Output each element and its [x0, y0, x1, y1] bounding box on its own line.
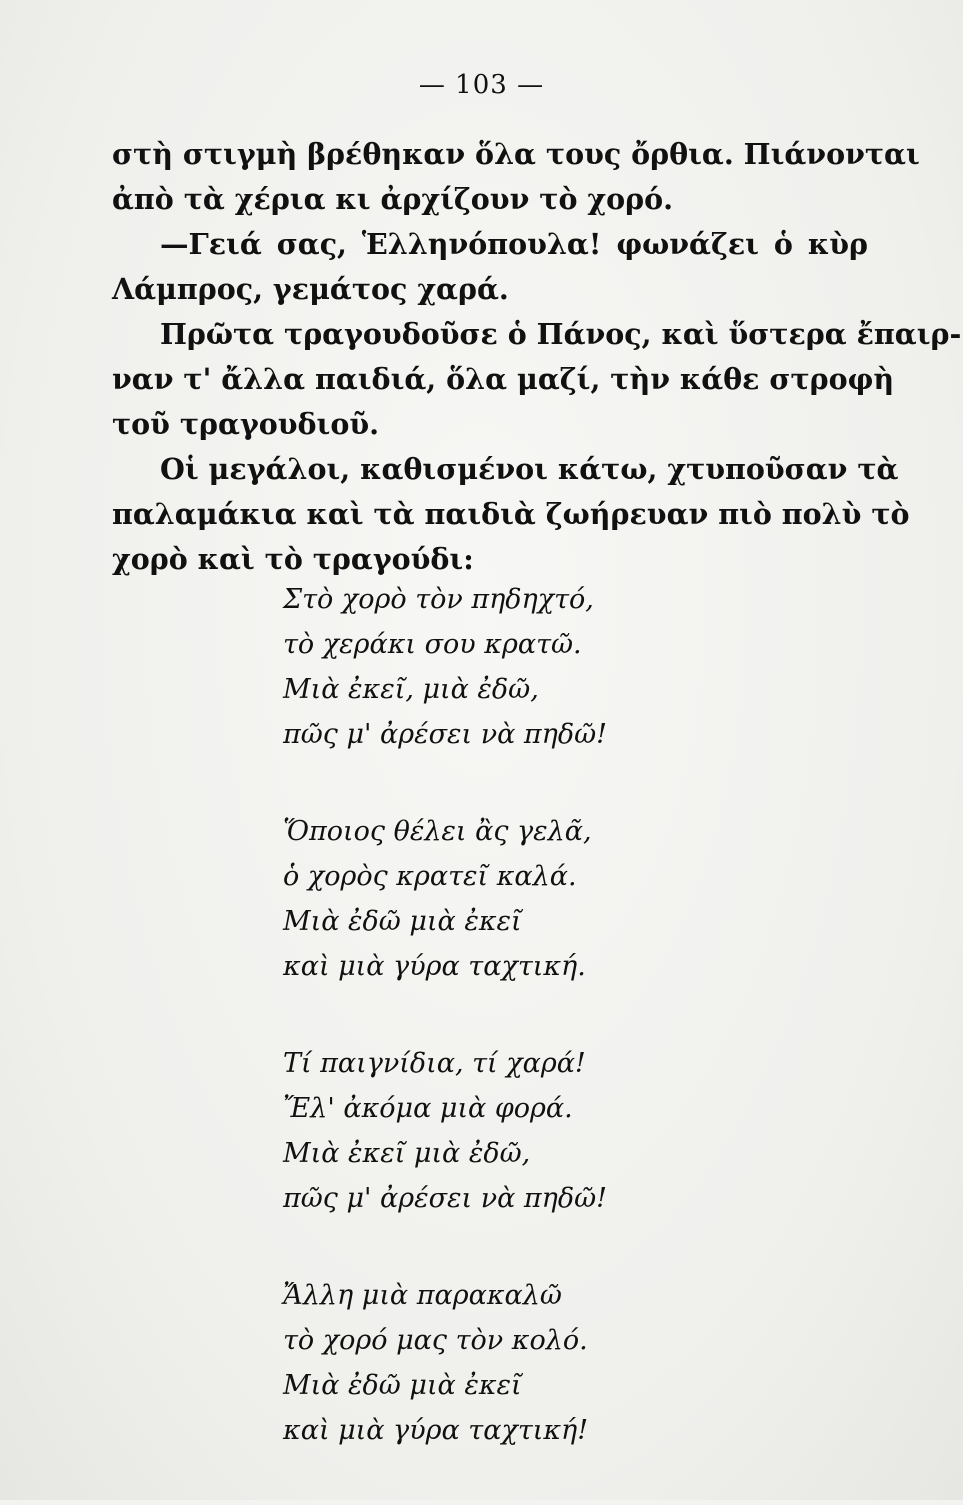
poem-verse: Τί παιγνίδια, τί χαρά! [283, 1048, 586, 1079]
poem-verse: τὸ χεράκι σου κρατῶ. [283, 629, 582, 660]
poem-verse: τὸ χορό μας τὸν κολό. [283, 1325, 588, 1356]
poem-verse: Μιὰ ἐκεῖ, μιὰ ἐδῶ, [283, 674, 539, 705]
prose-line: Πρῶτα τραγουδοῦσε ὁ Πάνος, καὶ ὕστερα ἔπαιρ- [160, 317, 962, 351]
prose-line: ναν τ' ἄλλα παιδιά, ὅλα μαζί, τὴν κάθε στροφὴ [112, 362, 895, 396]
prose-line: χορὸ καὶ τὸ τραγούδι: [112, 542, 474, 576]
prose-line: τοῦ τραγουδιοῦ. [112, 407, 380, 441]
poem-verse: Μιὰ ἐδῶ μιὰ ἐκεῖ [283, 1370, 522, 1401]
poem-verse: καὶ μιὰ γύρα ταχτική. [283, 951, 586, 982]
poem-verse: Ἔλ' ἀκόμα μιὰ φορά. [283, 1093, 573, 1124]
poem-verse: πῶς μ' ἀρέσει νὰ πηδῶ! [283, 1183, 607, 1214]
prose-line: —Γειά σας, Ἑλληνόπουλα! φωνάζει ὁ κὺρ [160, 227, 868, 261]
poem-verse: ὁ χορὸς κρατεῖ καλά. [283, 861, 577, 892]
page-number: — 103 — [418, 70, 545, 100]
song-poem [283, 577, 883, 1505]
poem-verse: πῶς μ' ἀρέσει νὰ πηδῶ! [283, 719, 607, 750]
poem-verse: Ἄλλη μιὰ παρακαλῶ [283, 1280, 562, 1311]
poem-stanza [283, 577, 883, 757]
poem-verse: καὶ μιὰ γύρα ταχτική! [283, 1415, 589, 1446]
poem-stanza [283, 1041, 883, 1221]
poem-verse: Στὸ χορὸ τὸν πηδηχτό, [283, 584, 594, 615]
prose-line: στὴ στιγμὴ βρέθηκαν ὅλα τους ὄρθια. Πιάνονται [112, 137, 920, 171]
prose-line: Οἱ μεγάλοι, καθισμένοι κάτω, χτυποῦσαν τὰ [160, 452, 899, 486]
poem-stanza [283, 809, 883, 989]
prose-line: παλαμάκια καὶ τὰ παιδιὰ ζωήρευαν πιὸ πολὺ τὸ [112, 497, 910, 531]
prose-line: ἀπὸ τὰ χέρια κι ἀρχίζουν τὸ χορό. [112, 182, 674, 216]
prose-paragraphs [112, 132, 962, 582]
poem-verse: Μιὰ ἐκεῖ μιὰ ἐδῶ, [283, 1138, 531, 1169]
prose-line: Λάμπρος, γεμάτος χαρά. [112, 272, 509, 306]
poem-verse: Ὅποιος θέλει ἂς γελᾶ, [283, 816, 592, 847]
poem-stanza [283, 1273, 883, 1453]
poem-verse: Μιὰ ἐδῶ μιὰ ἐκεῖ [283, 906, 522, 937]
